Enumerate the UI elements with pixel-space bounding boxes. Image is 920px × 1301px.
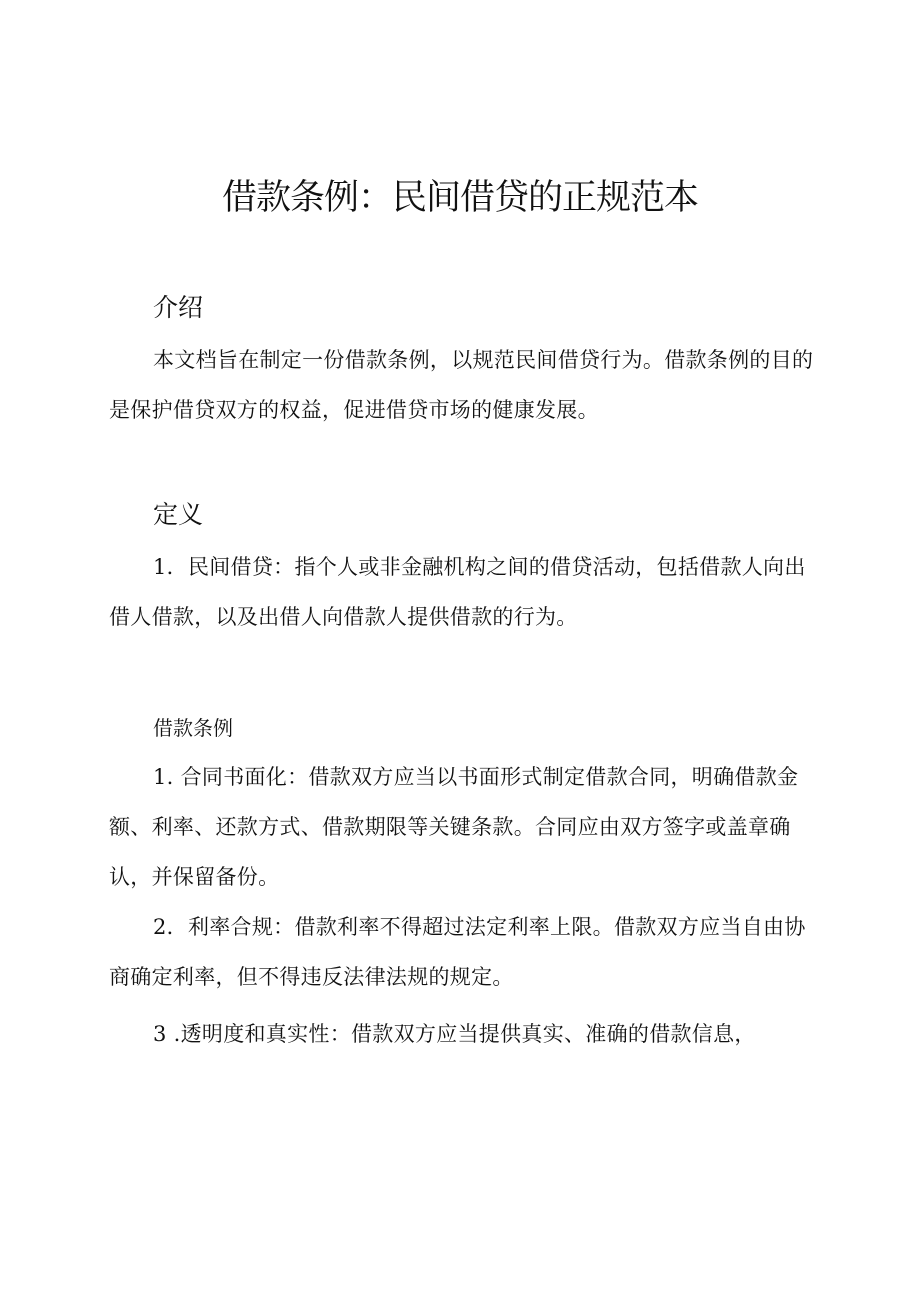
document-title: 借款条例：民间借贷的正规范本	[221, 178, 698, 218]
definition-heading: 定义	[153, 500, 204, 529]
rule-item-1: 1. 合同书面化：借款双方应当以书面形式制定借款合同，明确借款金额、利率、还款方式、借款期限等关键条款。合同应由双方签字或盖章确认，并保留备份。	[109, 765, 799, 889]
rule-item-2: 2．利率合规：借款利率不得超过法定利率上限。借款双方应当自由协商确定利率，但不得违反法律法规的规定。	[109, 915, 806, 989]
definition-paragraph: 1．民间借贷：指个人或非金融机构之间的借贷活动，包括借款人向出借人借款，以及出借人向借款人提供借款的行为。	[109, 555, 806, 629]
rule-item-3: 3 .透明度和真实性：借款双方应当提供真实、准确的借款信息，	[153, 1022, 756, 1046]
intro-paragraph: 本文档旨在制定一份借款条例，以规范民间借贷行为。借款条例的目的是保护借贷双方的权益，促进借贷市场的健康发展。	[109, 348, 814, 422]
rules-heading: 借款条例	[153, 716, 233, 740]
intro-heading: 介绍	[153, 293, 204, 322]
